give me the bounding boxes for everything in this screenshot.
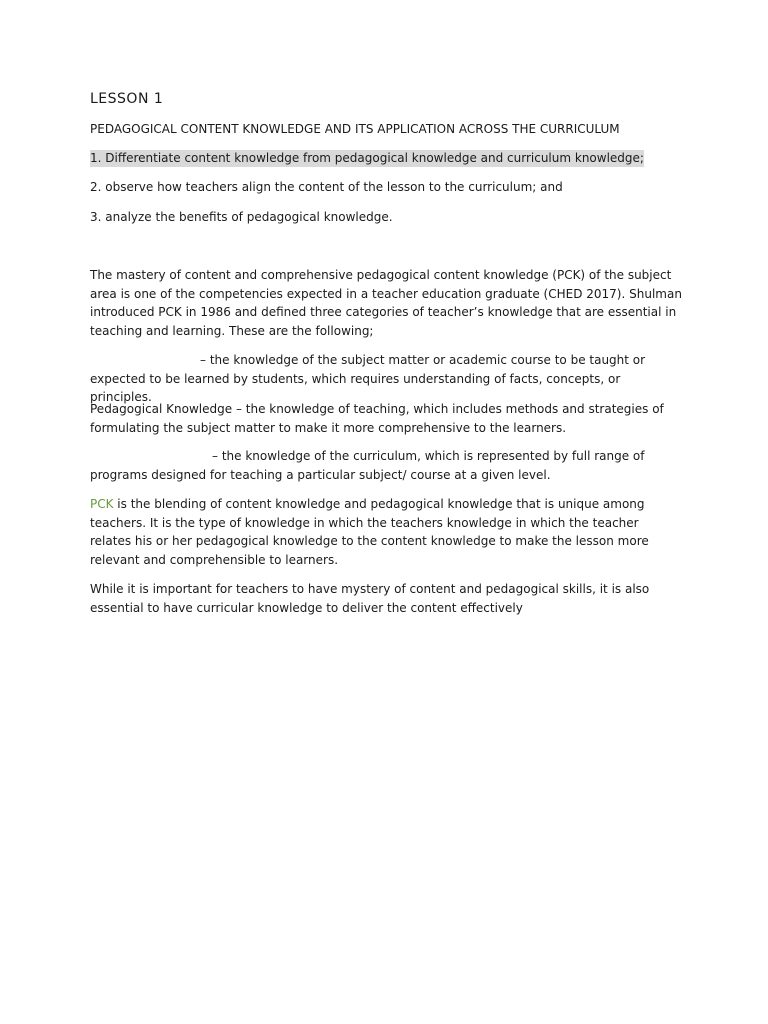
objective-2: 2. observe how teachers align the content of the lesson to the curriculum; and [90,180,563,194]
curricular-knowledge-text: – the knowledge of the curriculum, which is represented by full range of programs designed for teaching a particular subject/ course at a given level. [90,449,645,482]
objective-3: 3. analyze the benefits of pedagogical knowledge. [90,210,393,224]
objective-1 [90,151,644,165]
curricular-knowledge-paragraph [90,447,682,484]
pedagogical-knowledge-paragraph: Pedagogical Knowledge – the knowledge of teaching, which includes methods and strategies of formulating the subject matter to make it more comprehensive to the learners. [90,402,664,435]
lesson-title: LESSON 1 [90,91,164,107]
objective-1-highlighted-text: 1. Differentiate content knowledge from pedagogical knowledge and curriculum knowledge; [90,151,644,165]
closing-paragraph: While it is important for teachers to have mystery of content and pedagogical skills, it is also essential to have curricular knowledge to deliver the content effectively [90,582,650,615]
pck-term: PCK [90,497,114,511]
content-knowledge-paragraph [90,351,682,407]
intro-paragraph: The mastery of content and comprehensive pedagogical content knowledge (PCK) of the subject area is one of the competencies expected in a teacher education graduate (CHED 2017). Shulman introduced PCK in 1986 and defined three categories of teacher’s knowledge that are essential in teaching and learning. These are the following; [90,268,682,338]
pck-paragraph [90,495,682,569]
content-knowledge-text: – the knowledge of the subject matter or academic course to be taught or expected to be learned by students, which requires understanding of facts, concepts, or principles. [90,353,646,405]
pck-body-text: is the blending of content knowledge and pedagogical knowledge that is unique among teachers. It is the type of knowledge in which the teachers knowledge in which the teacher relates his or her pedagogical knowledge to the content knowledge to make the lesson more relevant and comprehensible to learners. [90,497,649,567]
lesson-heading: PEDAGOGICAL CONTENT KNOWLEDGE AND ITS APPLICATION ACROSS THE CURRICULUM [90,122,620,136]
